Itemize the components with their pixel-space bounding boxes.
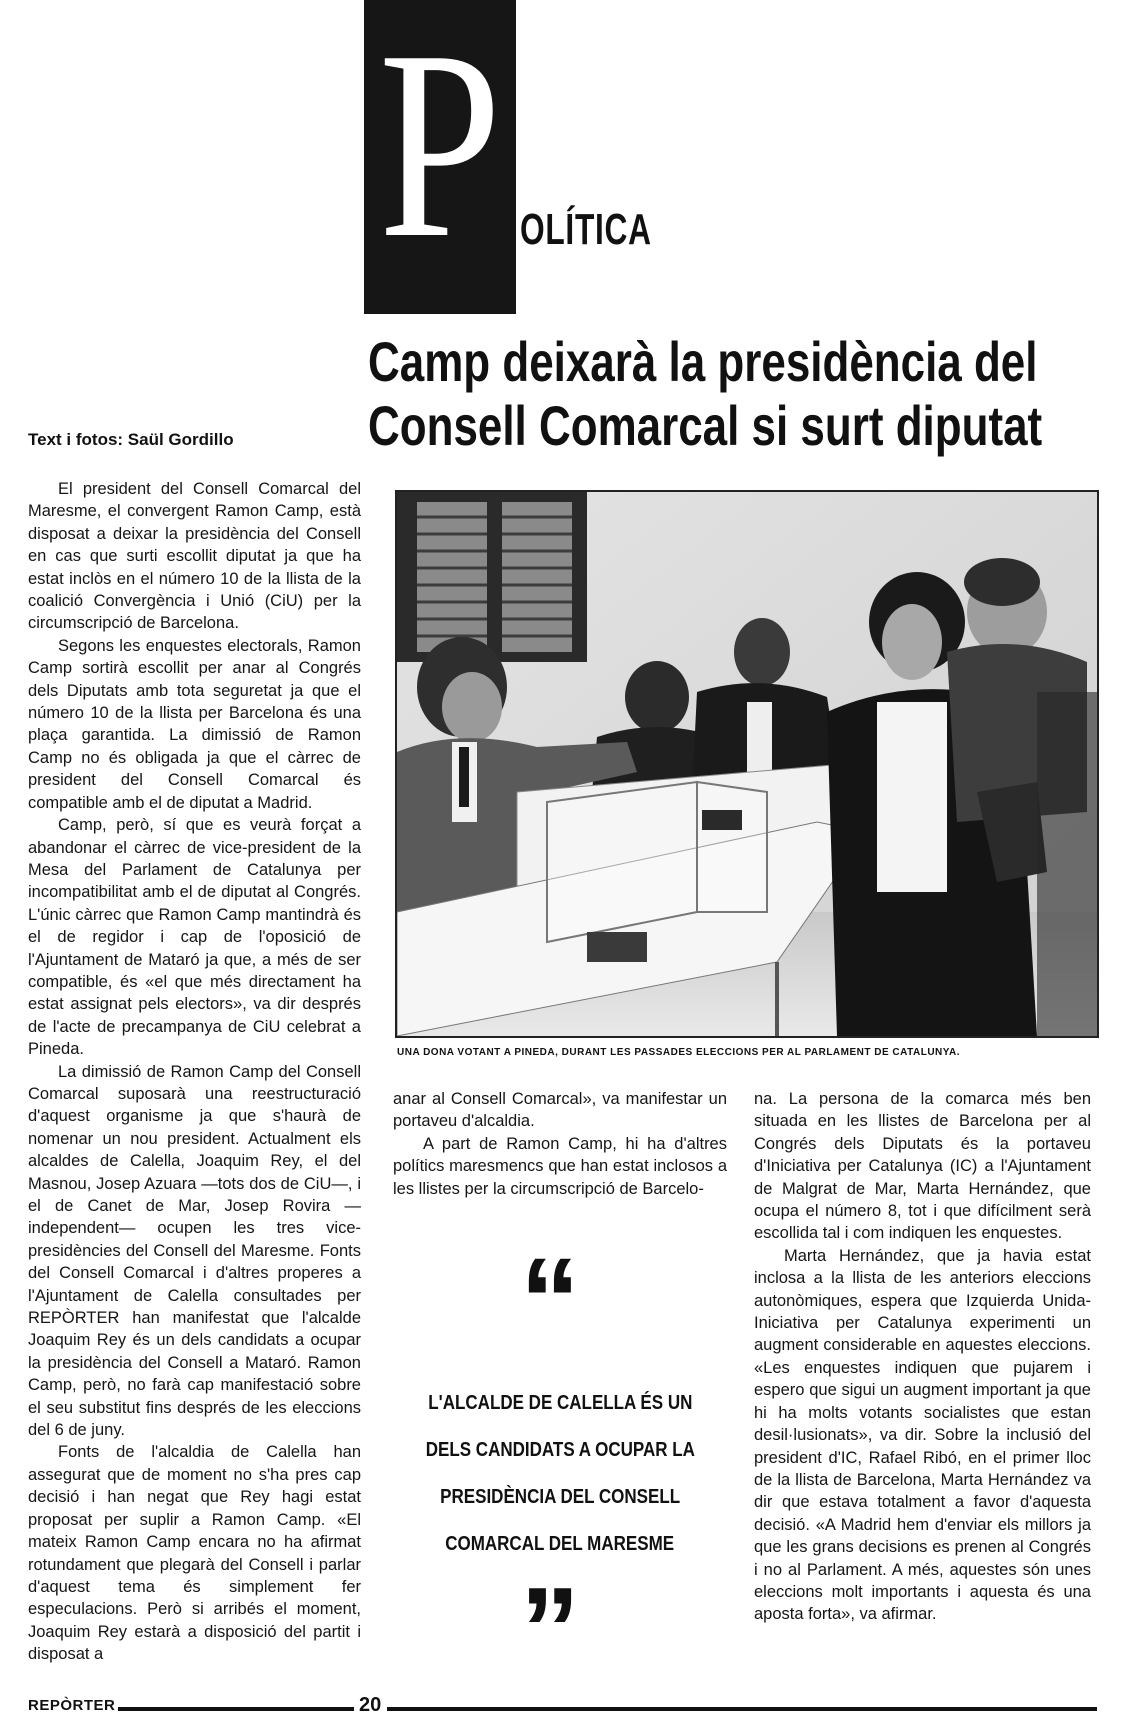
news-photo xyxy=(395,490,1099,1038)
paragraph: Camp, però, sí que es veurà forçat a abandonar el càrrec de vice-president de la Mesa del Parlament de Catalunya per incompatibilitat amb el de diputat al Congrés. L'únic càrrec que Ramon Camp mantindrà és el de regidor i cap de l'oposició de l'Ajuntament de Mataró ja que, a més de ser compatible, és «el que més directament ha estat assignat pels electors», va dir després de l'acte de precampanya de CiU celebrat a Pineda. xyxy=(28,816,361,1059)
paragraph: anar al Consell Comarcal», va manifestar un portaveu d'alcaldia. xyxy=(393,1090,727,1131)
footer-rule-left xyxy=(118,1707,354,1711)
paragraph: El president del Consell Comarcal del Maresme, el convergent Ramon Camp, està disposat a deixar la presidència del Consell en cas que surti escollit diputat ja que ha estat inclòs en el número 10 de la llista de la coalició Convergència i Unió (CiU) per la circumscripció de Barcelona. xyxy=(28,480,361,633)
byline: Text i fotos: Saül Gordillo xyxy=(28,430,234,449)
headline-line-2: Consell Comarcal si surt diputat xyxy=(368,394,1043,457)
page-number: 20 xyxy=(359,1694,382,1716)
open-quote-mark: “ xyxy=(520,1233,580,1367)
pull-quote-line-2: DELS CANDIDATS A OCUPAR LA xyxy=(425,1439,695,1461)
close-quote-mark: ” xyxy=(520,1563,580,1697)
section-initial: P xyxy=(378,0,502,294)
footer-rule-right xyxy=(387,1707,1097,1711)
pull-quote-line-4: COMARCAL DEL MARESME xyxy=(445,1533,675,1555)
publication-name: REPÒRTER xyxy=(28,1697,116,1714)
article-column-3 xyxy=(754,1088,1091,1626)
paragraph: La dimissió de Ramon Camp del Consell Comarcal suposarà una reestructuració d'aquest organisme ja que s'haurà de nomenar un nou president. Actualment els alcaldes de Calella, Joaquim Rey, el del Masnou, Josep Azuara —tots dos de CiU—, i el de Canet de Mar, Josep Rovira —independent— ocupen les tres vice-presidències del Consell del Maresme. Fonts del Consell Comarcal i d'altres properes a l'Ajuntament de Calella consultades per REPÒRTER han manifestat que l'alcalde Joaquim Rey és un dels candidats a ocupar la presidència del Consell a Mataró. Ramon Camp, però, no farà cap manifestació sobre el seu substitut fins després de les eleccions del 6 de juny. xyxy=(28,1062,361,1440)
pull-quote-line-1: L'ALCALDE DE CALELLA ÉS UN xyxy=(427,1392,693,1414)
paragraph: Segons les enquestes electorals, Ramon Camp sortirà escollit per anar al Congrés dels Diputats amb tota seguretat ja que el número 10 de la llista per Barcelona és una plaça garantida. La dimissió de Ramon Camp no és obligada ja que el càrrec de president del Consell Comarcal és compatible amb el de diputat a Madrid. xyxy=(28,636,361,812)
paragraph: na. La persona de la comarca més ben situada en les llistes de Barcelona per al Congrés dels Diputats és la portaveu d'Iniciativa per Catalunya (IC) a l'Ajuntament de Malgrat de Mar, Marta Hernández, que ocupa el número 8, tot i que difícilment serà escollida tal i com indiquen les enquestes. xyxy=(754,1090,1091,1243)
headline xyxy=(368,330,1125,458)
headline-line-1: Camp deixarà la presidència del xyxy=(368,330,1038,393)
article-column-1 xyxy=(28,478,361,1666)
article-column-2 xyxy=(393,1088,727,1200)
paragraph: Marta Hernández, que ja havia estat inclosa a la llista de les anteriors eleccions autonòmiques, espera que Izquierda Unida-Iniciativa per Catalunya experimenti un augment considerable en aquestes eleccions. «Les enquestes indiquen que pujarem i espero que sigui un augment important ja que hi ha molts votants socialistes que estan desil·lusionats», va dir. Sobre la inclusió del president d'IC, Rafael Ribó, en el primer lloc de la llista de Barcelona, Marta Hernández va dir que estava totalment a favor d'aquesta decisió. «A Madrid hem d'enviar els millors ja que les grans decisions es prenen al Congrés i no al Parlament. A més, aquestes són unes eleccions molt importants i aquesta és una aposta forta», va afirmar. xyxy=(754,1246,1091,1624)
pull-quote-line-3: PRESIDÈNCIA DEL CONSELL xyxy=(440,1486,680,1508)
paragraph: A part de Ramon Camp, hi ha d'altres polítics maresmencs que han estat inclosos a les llistes per la circumscripció de Barcelo- xyxy=(393,1134,727,1198)
pull-quote xyxy=(400,1380,720,1568)
photo-caption: UNA DONA VOTANT A PINEDA, DURANT LES PASSADES ELECCIONS PER AL PARLAMENT DE CATALUNYA. xyxy=(397,1047,961,1058)
paragraph: Fonts de l'alcaldia de Calella han assegurat que de moment no s'ha pres cap decisió i han negat que Rey hagi estat proposat per suplir a Ramon Camp. «El mateix Ramon Camp encara no ha afirmat rotundament que plegarà del Consell i parlar d'aquest tema és simplement fer especulacions. Però si arribés el moment, Joaquim Rey estarà a disposició del partit i disposat a xyxy=(28,1443,361,1664)
section-title: OLÍTICA xyxy=(520,205,652,254)
section-letter-block xyxy=(364,0,516,314)
